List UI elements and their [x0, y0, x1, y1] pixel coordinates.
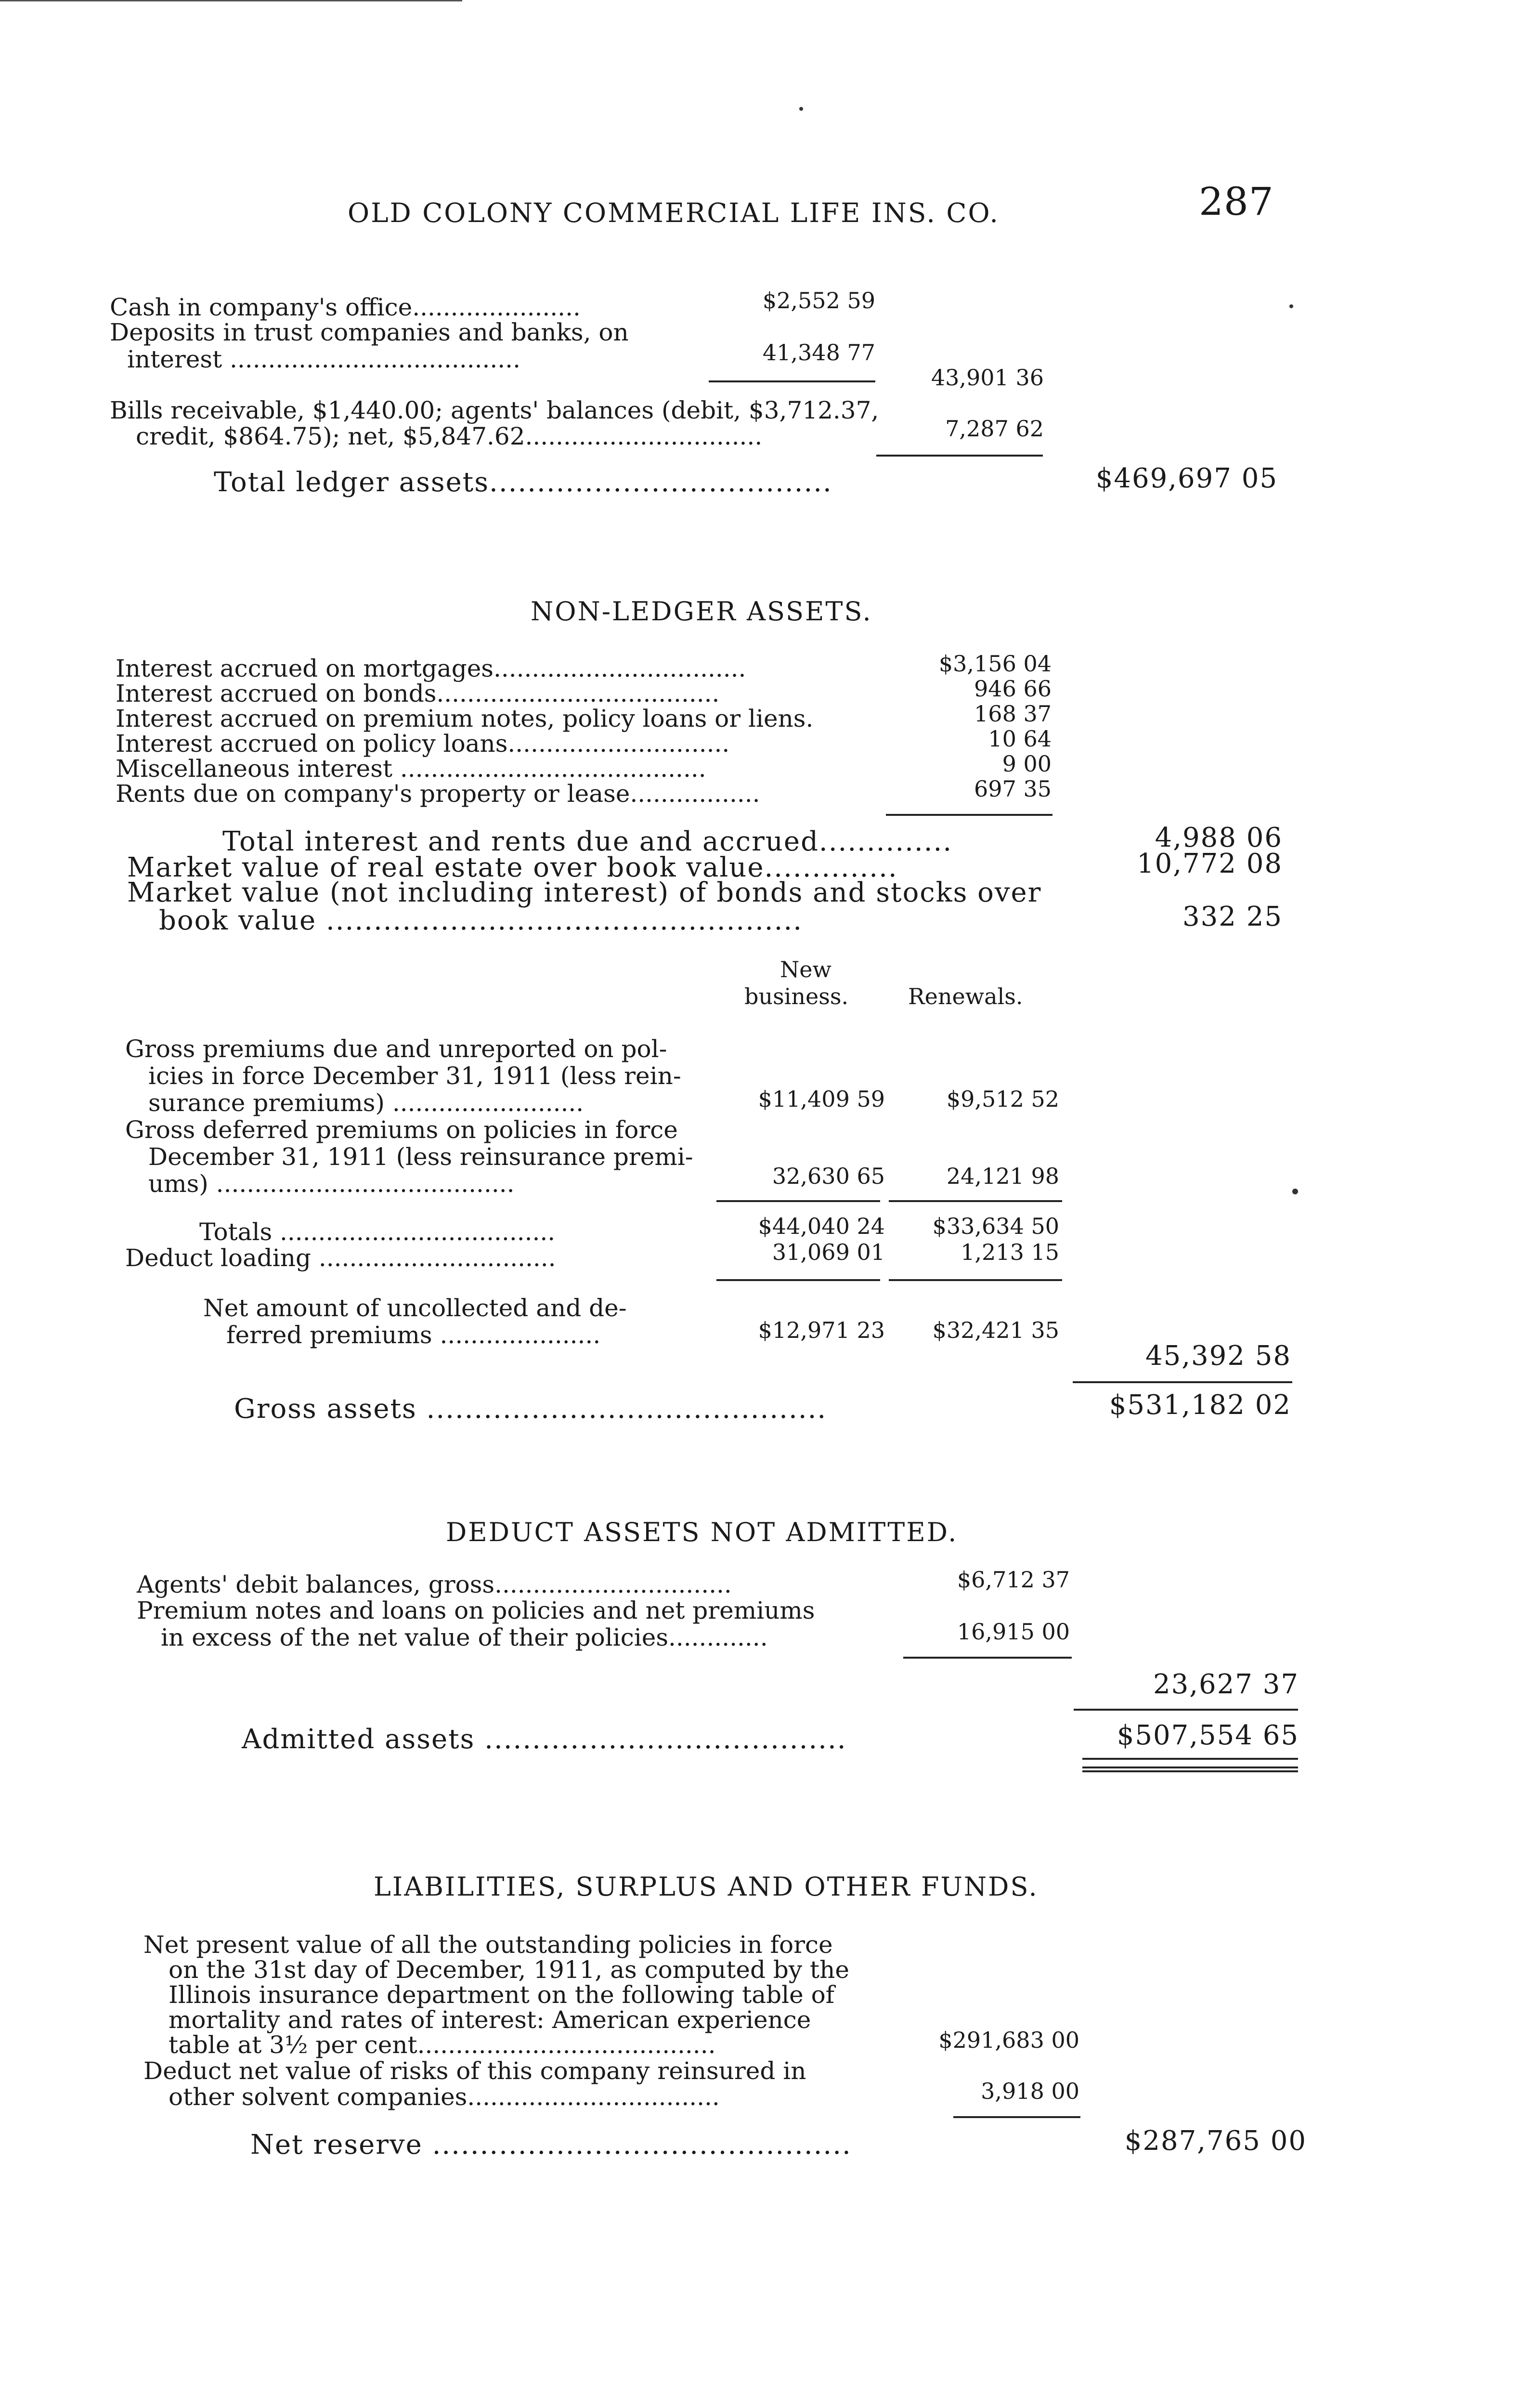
nl-item: Interest accrued on mortgages................................. — [116, 654, 746, 682]
column-rule — [716, 1200, 880, 1202]
gross-due-renewals: $9,512 52 — [946, 1086, 1059, 1112]
cash-deposits-total: 43,901 36 — [931, 365, 1044, 391]
total-ledger-amount: $469,697 05 — [1095, 463, 1278, 494]
gross-due-new: $11,409 59 — [758, 1086, 885, 1112]
deferred-renewals: 24,121 98 — [946, 1163, 1059, 1189]
real-estate-amount: 10,772 08 — [1136, 848, 1283, 879]
deposits-label-cont: interest ...................................... — [127, 345, 520, 373]
deferred-label: Gross deferred premiums on policies in force — [125, 1116, 678, 1144]
npv-label: Net present value of all the outstanding policies in force — [143, 1931, 833, 1959]
net-premiums-total: 45,392 58 — [1145, 1340, 1291, 1372]
nl-item: Interest accrued on bonds..................................... — [116, 680, 720, 707]
scan-speck — [1292, 1189, 1298, 1194]
gross-assets-label: Gross assets .......................................... — [234, 1393, 827, 1425]
liabilities-heading: LIABILITIES, SURPLUS AND OTHER FUNDS. — [374, 1871, 1039, 1902]
deposits-amount: 41,348 77 — [762, 340, 875, 366]
subtotal-rule — [903, 1657, 1072, 1659]
loading-renewals: 1,213 15 — [961, 1239, 1059, 1265]
deferred-label-cont: ums) ....................................... — [148, 1170, 515, 1198]
bills-label-cont: credit, $864.75); net, $5,847.62............................... — [136, 422, 763, 450]
scan-speck — [799, 107, 803, 111]
column-rule — [889, 1279, 1062, 1281]
subtotal-rule — [886, 814, 1052, 816]
non-ledger-heading: NON-LEDGER ASSETS. — [531, 596, 872, 627]
nl-item: Interest accrued on premium notes, policy loans or liens. — [116, 705, 814, 733]
cash-label: Cash in company's office...................... — [110, 293, 581, 321]
total-interest-amount: 4,988 06 — [1155, 822, 1283, 853]
npv-label-cont: Illinois insurance department on the following table of — [169, 1981, 835, 2009]
column-rule — [889, 1200, 1062, 1202]
npv-label-cont: mortality and rates of interest: American experience — [169, 2006, 811, 2034]
total-interest-label: Total interest and rents due and accrued.............. — [222, 826, 953, 857]
nl-amount: 9 00 — [1002, 751, 1052, 777]
subtotal-rule — [1073, 1381, 1292, 1383]
double-rule — [1082, 1758, 1298, 1768]
subtotal-rule — [709, 380, 875, 382]
not-admitted-heading: DEDUCT ASSETS NOT ADMITTED. — [446, 1517, 958, 1547]
agents-amount: $6,712 37 — [957, 1567, 1070, 1593]
agents-label: Agents' debit balances, gross............................... — [137, 1570, 732, 1598]
gross-due-label-cont: icies in force December 31, 1911 (less rein- — [148, 1062, 681, 1090]
col-new-line1: New — [780, 956, 831, 982]
nl-item: Miscellaneous interest ........................................ — [116, 755, 706, 783]
scan-edge-line — [0, 0, 462, 1]
net-uncollected-label: Net amount of uncollected and de- — [203, 1294, 627, 1322]
notes-label-cont: in excess of the net value of their policies............. — [161, 1623, 768, 1651]
subtotal-rule — [1074, 1709, 1298, 1711]
bonds-label-cont: book value .................................................. — [159, 905, 803, 936]
bonds-amount: 332 25 — [1182, 901, 1283, 932]
nl-item: Rents due on company's property or lease................. — [116, 780, 760, 808]
deposits-label: Deposits in trust companies and banks, on — [110, 318, 629, 346]
reinsured-amount: 3,918 00 — [981, 2078, 1079, 2104]
notes-label: Premium notes and loans on policies and net premiums — [137, 1597, 815, 1624]
gross-assets-amount: $531,182 02 — [1109, 1389, 1291, 1421]
net-new: $12,971 23 — [758, 1317, 885, 1343]
gross-due-label-cont: surance premiums) ......................... — [148, 1089, 584, 1117]
bills-amount: 7,287 62 — [945, 416, 1044, 442]
nl-amount: 697 35 — [974, 776, 1052, 802]
real-estate-label: Market value of real estate over book value.............. — [127, 852, 898, 883]
net-uncollected-label-cont: ferred premiums ..................... — [226, 1321, 601, 1349]
deferred-label-cont: December 31, 1911 (less reinsurance premi- — [148, 1143, 693, 1171]
total-ledger-label: Total ledger assets.................................... — [214, 467, 832, 498]
col-renewals: Renewals. — [908, 983, 1023, 1009]
net-reserve-label: Net reserve ............................................ — [250, 2129, 852, 2160]
loading-label: Deduct loading ............................... — [125, 1244, 556, 1272]
gross-due-label: Gross premiums due and unreported on pol- — [125, 1035, 667, 1063]
nl-amount: 10 64 — [988, 726, 1052, 752]
totals-new: $44,040 24 — [758, 1213, 885, 1239]
nl-amount: 168 37 — [974, 701, 1052, 727]
npv-label-cont: table at 3½ per cent....................................... — [169, 2031, 716, 2059]
page-number: 287 — [1199, 179, 1274, 224]
not-admitted-subtotal: 23,627 37 — [1153, 1669, 1299, 1700]
nl-amount: $3,156 04 — [938, 651, 1052, 677]
net-reserve-amount: $287,765 00 — [1124, 2125, 1307, 2157]
double-rule — [1082, 1770, 1298, 1772]
npv-amount: $291,683 00 — [938, 2027, 1079, 2053]
loading-new: 31,069 01 — [772, 1239, 885, 1265]
totals-label: Totals .................................... — [199, 1218, 556, 1246]
col-new-line2: business. — [744, 983, 849, 1009]
subtotal-rule — [953, 2116, 1080, 2118]
admitted-label: Admitted assets ...................................... — [242, 1724, 847, 1755]
reinsured-label: Deduct net value of risks of this company reinsured in — [143, 2057, 806, 2085]
totals-renewals: $33,634 50 — [932, 1213, 1059, 1239]
nl-item: Interest accrued on policy loans............................. — [116, 730, 730, 758]
scan-speck — [1289, 304, 1293, 308]
subtotal-rule — [876, 455, 1043, 457]
page-title: OLD COLONY COMMERCIAL LIFE INS. CO. — [348, 197, 1000, 228]
deferred-new: 32,630 65 — [772, 1163, 885, 1189]
bills-label: Bills receivable, $1,440.00; agents' balances (debit, $3,712.37, — [110, 396, 879, 424]
bonds-label: Market value (not including interest) of bonds and stocks over — [127, 877, 1042, 908]
admitted-amount: $507,554 65 — [1117, 1720, 1299, 1751]
nl-amount: 946 66 — [974, 676, 1052, 702]
column-rule — [716, 1279, 880, 1281]
cash-amount: $2,552 59 — [762, 288, 875, 314]
reinsured-label-cont: other solvent companies................................. — [169, 2083, 720, 2111]
npv-label-cont: on the 31st day of December, 1911, as computed by the — [169, 1956, 849, 1984]
notes-amount: 16,915 00 — [957, 1619, 1070, 1645]
net-renewals: $32,421 35 — [932, 1317, 1059, 1343]
